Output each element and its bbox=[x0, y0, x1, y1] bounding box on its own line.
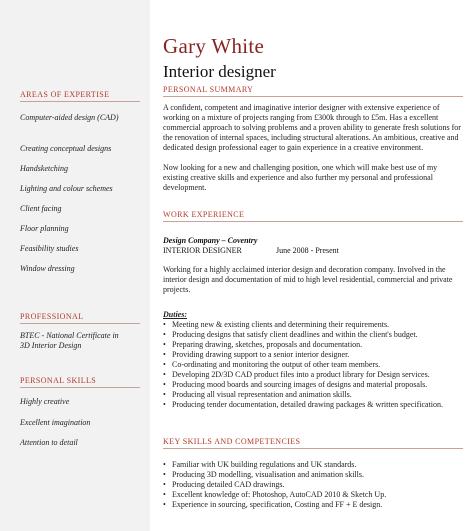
duty-item: • Meeting new & existing clients and determining their requirements. bbox=[163, 320, 390, 329]
job-company: Design Company – Coventry bbox=[163, 236, 258, 245]
duty-item: • Producing all visual representation and animation skills. bbox=[163, 390, 352, 399]
summary-divider bbox=[163, 96, 463, 97]
duty-item: • Producing designs that satisfy client deadlines and within the client's budget. bbox=[163, 330, 418, 339]
skills-divider bbox=[20, 387, 140, 388]
competencies-list bbox=[163, 460, 463, 510]
expertise-item: Window dressing bbox=[20, 264, 75, 273]
expertise-item: Floor planning bbox=[20, 224, 69, 233]
duty-item: • Producing mood boards and sourcing images of designs and material proposals. bbox=[163, 380, 428, 389]
expertise-item: Handsketching bbox=[20, 164, 68, 173]
competency-item: • Experience in sourcing, specification, Costing and FF + E design. bbox=[163, 500, 383, 509]
expertise-divider bbox=[20, 101, 140, 102]
competency-item: • Familiar with UK building regulations and UK standards. bbox=[163, 460, 357, 469]
duties-list bbox=[163, 320, 463, 410]
skill-item: Attention to detail bbox=[20, 438, 78, 447]
duty-item: • Preparing drawing, sketches, proposals and documentation. bbox=[163, 340, 363, 349]
job-description: Working for a highly acclaimed interior design and decoration company. Involved in the interior design and documentation of mid to high level residential, commercial and private projects. bbox=[163, 265, 453, 294]
competency-item: • Excellent knowledge of: Photoshop, AutoCAD 2010 & Sketch Up. bbox=[163, 490, 387, 499]
job-title: INTERIOR DESIGNER bbox=[163, 246, 242, 255]
expertise-heading: AREAS OF EXPERTISE bbox=[20, 90, 110, 99]
summary-paragraph-2: Now looking for a new and challenging position, one which will make best use of my existing creative skills and experience and also further my personal and professional development. bbox=[163, 163, 438, 192]
competencies-divider bbox=[163, 448, 463, 449]
professional-heading: PROFESSIONAL bbox=[20, 312, 84, 321]
professional-qualification: BTEC - National Certificate in 3D Interior Design bbox=[20, 331, 119, 350]
summary-paragraph: A confident, competent and imaginative interior designer with extensive experience of working on a mixture of projects ranging from £300k through to £5m. Has a excellent commercial approach to solving problems and a proven ability to generate fresh solutions for the renovation of internal spaces, including structural alterations. An ambitious, creative and dedicated design professional eager to gain experience in a creative environment. bbox=[163, 103, 461, 152]
expertise-item: Lighting and colour schemes bbox=[20, 184, 113, 193]
expertise-item: Computer-aided design (CAD) bbox=[20, 113, 119, 122]
skill-item: Highly creative bbox=[20, 397, 70, 406]
expertise-item: Feasibility studies bbox=[20, 244, 79, 253]
duty-item: • Co-ordinating and monitoring the output of other team members. bbox=[163, 360, 381, 369]
candidate-title: Interior designer bbox=[163, 62, 276, 81]
job-dates: June 2008 - Present bbox=[276, 246, 339, 255]
duty-item: • Developing 2D/3D CAD product files into a product library for Design services. bbox=[163, 370, 430, 379]
candidate-name: Gary White bbox=[163, 34, 265, 58]
expertise-item: Client facing bbox=[20, 204, 62, 213]
summary-heading: PERSONAL SUMMARY bbox=[163, 85, 254, 94]
skills-heading: PERSONAL SKILLS bbox=[20, 376, 97, 385]
skill-item: Excellent imagination bbox=[20, 418, 91, 427]
competencies-heading: KEY SKILLS AND COMPETENCIES bbox=[163, 437, 301, 446]
expertise-item: Creating conceptual designs bbox=[20, 144, 112, 153]
duties-label: Duties: bbox=[163, 310, 187, 319]
competency-item: • Producing 3D modelling, visualisation and animation skills. bbox=[163, 470, 364, 479]
competency-item: • Producing detailed CAD drawings. bbox=[163, 480, 285, 489]
experience-heading: WORK EXPERIENCE bbox=[163, 210, 245, 219]
duty-item: • Producing tender documentation, detailed drawing packages & written specification. bbox=[163, 400, 444, 409]
experience-divider bbox=[163, 221, 463, 222]
professional-divider bbox=[20, 323, 140, 324]
duty-item: • Providing drawing support to a senior interior designer. bbox=[163, 350, 350, 359]
